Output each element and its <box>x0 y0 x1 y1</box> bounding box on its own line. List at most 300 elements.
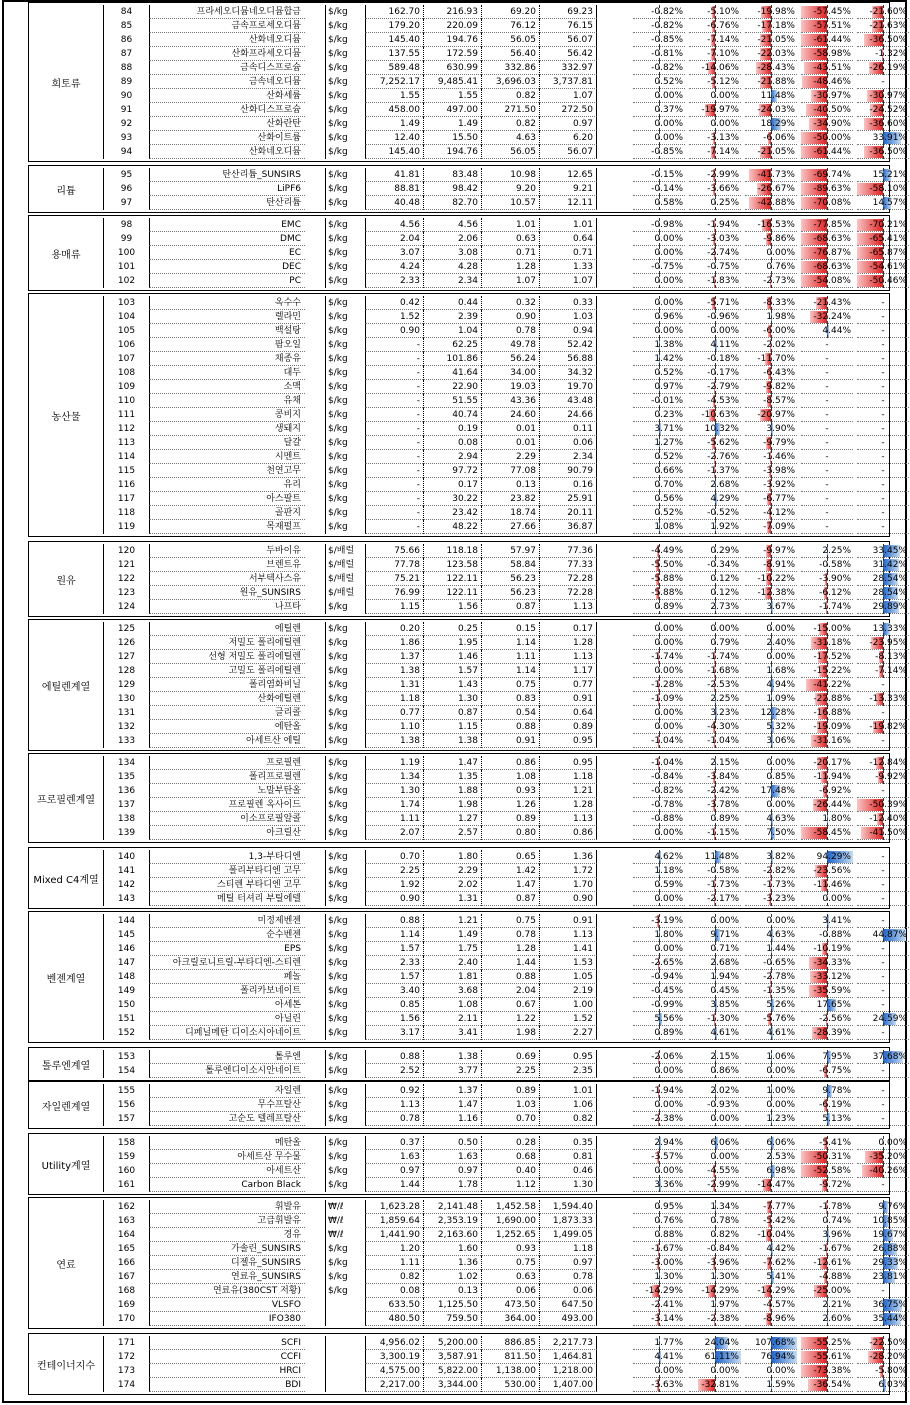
change-value: -0.88% <box>819 930 851 940</box>
change-cell <box>633 970 685 984</box>
low-price: 2.25 <box>481 1064 539 1078</box>
unit: $/kg <box>325 1012 363 1026</box>
current-price: 0.78 <box>365 1112 423 1126</box>
unit: $/kg <box>325 196 363 210</box>
low-price: 56.24 <box>481 352 539 366</box>
prev-price: 0.16 <box>539 478 597 492</box>
current-price: 41.81 <box>365 168 423 182</box>
unit: $/kg <box>325 1178 363 1192</box>
change-value: 0.00% <box>710 624 739 634</box>
low-price: 1,690.00 <box>481 1214 539 1228</box>
change-value: 0.00% <box>822 894 851 904</box>
item-name: 메탄올 <box>149 1136 305 1150</box>
change-cell <box>633 798 685 812</box>
table-row <box>103 408 889 422</box>
change-value: -2.78% <box>763 972 795 982</box>
change-cell <box>801 812 853 826</box>
change-cell <box>801 892 853 906</box>
change-value: 1.00% <box>766 1086 795 1096</box>
low-price: 1,452.58 <box>481 1200 539 1214</box>
change-cell <box>801 246 853 260</box>
change-value: -17.18% <box>757 21 795 31</box>
change-cell <box>801 1164 853 1178</box>
change-value: -6.19% <box>819 1100 851 1110</box>
change-cell <box>689 914 741 928</box>
change-cell <box>801 798 853 812</box>
change-cell <box>689 1256 741 1270</box>
change-value: -5.88% <box>651 588 683 598</box>
change-value: - <box>881 368 885 378</box>
table-row <box>103 850 889 864</box>
change-cell <box>633 274 685 288</box>
change-value: - <box>881 466 885 476</box>
table-row <box>103 145 907 159</box>
change-cell <box>801 89 853 103</box>
low-price: 0.15 <box>481 622 539 636</box>
table-row <box>103 706 889 720</box>
high-price: 3.77 <box>423 1064 481 1078</box>
item-name: Carbon Black <box>149 1178 305 1192</box>
change-cell <box>857 1298 909 1312</box>
row-number: 114 <box>103 450 149 464</box>
change-value: 14.57% <box>872 198 907 208</box>
change-value: 6.03% <box>878 1380 907 1390</box>
change-value: 107.68% <box>754 1338 795 1348</box>
category-group <box>28 2 907 162</box>
change-cell <box>745 970 797 984</box>
item-name: 페놀 <box>149 970 305 984</box>
current-price: 40.48 <box>365 196 423 210</box>
change-cell <box>857 1136 909 1150</box>
row-number: 169 <box>103 1298 149 1312</box>
change-value: 1.27% <box>654 438 683 448</box>
low-price: 4.63 <box>481 131 539 145</box>
category-group <box>28 619 907 751</box>
item-name: 콩비지 <box>149 408 305 422</box>
category-group <box>28 753 907 843</box>
item-name: EMC <box>149 218 305 232</box>
change-value: -6.75% <box>819 1066 851 1076</box>
change-cell <box>801 75 853 89</box>
change-value: 0.58% <box>654 198 683 208</box>
change-value: -2.42% <box>707 786 739 796</box>
change-cell <box>857 928 909 942</box>
prev-price: 1.13 <box>539 812 597 826</box>
change-value: -22.50% <box>869 1338 907 1348</box>
high-price: 2.11 <box>423 1012 481 1026</box>
change-cell <box>857 478 909 492</box>
table-row <box>103 734 889 748</box>
current-price: 589.48 <box>365 61 423 75</box>
change-value: -8.33% <box>763 298 795 308</box>
table-row <box>103 131 907 145</box>
high-price: 194.76 <box>423 145 481 159</box>
change-cell <box>857 558 909 572</box>
item-name: 고밀도 폴리에틸렌 <box>149 664 305 678</box>
change-value: -5.62% <box>707 438 739 448</box>
change-value: 1.30% <box>654 1272 683 1282</box>
change-cell <box>689 1050 741 1064</box>
row-number: 124 <box>103 600 149 614</box>
change-cell <box>745 706 797 720</box>
change-value: -14.47% <box>757 1180 795 1190</box>
prev-price: 1.01 <box>539 218 597 232</box>
high-price: 22.90 <box>423 380 481 394</box>
change-value: 2.21% <box>822 1300 851 1310</box>
change-value: 0.00% <box>654 1100 683 1110</box>
item-name: 유리 <box>149 478 305 492</box>
change-cell <box>857 408 909 422</box>
high-price: 1.16 <box>423 1112 481 1126</box>
unit: $/배럴 <box>325 558 363 572</box>
prev-price: 36.87 <box>539 520 597 534</box>
category-group <box>28 293 890 537</box>
change-cell <box>857 103 909 117</box>
change-cell <box>633 1150 685 1164</box>
unit: $/kg <box>325 600 363 614</box>
change-cell <box>689 19 741 33</box>
high-price: 497.00 <box>423 103 481 117</box>
change-value: -31.18% <box>813 638 851 648</box>
change-value: -0.82% <box>651 21 683 31</box>
change-cell <box>745 1178 797 1192</box>
change-cell <box>633 1214 685 1228</box>
row-number: 134 <box>103 756 149 770</box>
change-value: - <box>825 522 829 532</box>
change-value: -13.33% <box>869 694 907 704</box>
change-value: 2.25% <box>710 694 739 704</box>
change-cell <box>633 19 685 33</box>
current-price: 1.31 <box>365 678 423 692</box>
change-value: 4.44% <box>822 326 851 336</box>
current-price: 1.37 <box>365 650 423 664</box>
change-cell <box>689 1164 741 1178</box>
prev-price: 77.33 <box>539 558 597 572</box>
low-price: 473.50 <box>481 1298 539 1312</box>
change-value: -12.38% <box>757 588 795 598</box>
unit: $/kg <box>325 436 363 450</box>
change-value: 9.78% <box>822 1086 851 1096</box>
current-price: - <box>365 478 423 492</box>
item-name: 산화이트륨 <box>149 131 305 145</box>
change-cell <box>745 246 797 260</box>
high-price: 3.41 <box>423 1026 481 1040</box>
row-number: 156 <box>103 1098 149 1112</box>
table-row <box>103 1200 907 1214</box>
change-cell <box>745 1270 797 1284</box>
change-value: 4.29% <box>710 494 739 504</box>
change-cell <box>857 970 909 984</box>
change-cell <box>801 1064 853 1078</box>
change-cell <box>745 232 797 246</box>
high-price: 1.47 <box>423 1098 481 1112</box>
change-cell <box>689 103 741 117</box>
change-value: 0.00% <box>654 326 683 336</box>
row-number: 101 <box>103 260 149 274</box>
change-value: 13.33% <box>872 624 907 634</box>
change-cell <box>801 770 853 784</box>
change-cell <box>633 1064 685 1078</box>
change-cell <box>801 352 853 366</box>
current-price: - <box>365 492 423 506</box>
unit: $/kg <box>325 492 363 506</box>
change-value: -57.51% <box>813 21 851 31</box>
table-row <box>103 970 889 984</box>
change-cell <box>745 878 797 892</box>
change-cell <box>745 1084 797 1098</box>
change-value: -68.63% <box>813 234 851 244</box>
unit: $/kg <box>325 1150 363 1164</box>
current-price: 1.19 <box>365 756 423 770</box>
change-value: 4.63% <box>766 814 795 824</box>
prev-price: 1,873.33 <box>539 1214 597 1228</box>
current-price: 0.82 <box>365 1270 423 1284</box>
current-price: 0.88 <box>365 1050 423 1064</box>
change-value: -54.08% <box>813 276 851 286</box>
table-row <box>103 324 889 338</box>
prev-price: 2.34 <box>539 450 597 464</box>
low-price: 69.20 <box>481 5 539 19</box>
high-price: 2.02 <box>423 878 481 892</box>
change-cell <box>633 942 685 956</box>
change-value: 2.15% <box>710 1052 739 1062</box>
change-cell <box>633 998 685 1012</box>
change-cell <box>745 520 797 534</box>
change-value: -36.50% <box>869 35 907 45</box>
row-number: 148 <box>103 970 149 984</box>
change-cell <box>857 492 909 506</box>
category-name: 컨테이너지수 <box>37 1360 95 1372</box>
change-value: 0.00% <box>654 708 683 718</box>
change-value: -0.58% <box>707 866 739 876</box>
change-cell <box>801 1050 853 1064</box>
change-value: - <box>825 382 829 392</box>
change-cell <box>801 784 853 798</box>
table-row <box>103 232 907 246</box>
change-value: - <box>881 680 885 690</box>
change-value: - <box>881 480 885 490</box>
change-cell <box>633 464 685 478</box>
change-value: -20.17% <box>813 758 851 768</box>
change-cell <box>857 218 909 232</box>
prev-price: 0.06 <box>539 436 597 450</box>
table-row <box>103 380 889 394</box>
unit: $/kg <box>325 520 363 534</box>
high-price: 48.22 <box>423 520 481 534</box>
unit: $/kg <box>325 770 363 784</box>
change-value: -48.46% <box>813 77 851 87</box>
item-name: 시멘트 <box>149 450 305 464</box>
change-cell <box>857 33 909 47</box>
change-value: 4.42% <box>766 1244 795 1254</box>
change-value: 3.82% <box>766 852 795 862</box>
change-cell <box>633 864 685 878</box>
change-value: -35.20% <box>869 1152 907 1162</box>
row-number: 100 <box>103 246 149 260</box>
prev-price: 1.72 <box>539 864 597 878</box>
table-row <box>103 864 889 878</box>
prev-price: 3,737.81 <box>539 75 597 89</box>
change-cell <box>857 600 909 614</box>
change-value: 0.56% <box>654 494 683 504</box>
change-value: 10.32% <box>704 424 739 434</box>
change-value: 0.00% <box>766 1366 795 1376</box>
change-cell <box>745 1026 797 1040</box>
item-name: 경유 <box>149 1228 305 1242</box>
change-cell <box>689 706 741 720</box>
table-row <box>103 103 907 117</box>
current-price: 0.90 <box>365 324 423 338</box>
prev-price: 12.65 <box>539 168 597 182</box>
prev-price: 1.07 <box>539 89 597 103</box>
unit: $/kg <box>325 1242 363 1256</box>
table-row <box>103 928 907 942</box>
change-cell <box>857 1150 909 1164</box>
price-table-sheet <box>2 0 907 1403</box>
change-cell <box>689 436 741 450</box>
low-price: 0.40 <box>481 1164 539 1178</box>
change-cell <box>745 464 797 478</box>
item-name: 원유_SUNSIRS <box>149 586 305 600</box>
row-number: 98 <box>103 218 149 232</box>
change-value: 18.29% <box>760 119 795 129</box>
change-cell <box>857 1098 909 1112</box>
prev-price: 0.95 <box>539 756 597 770</box>
prev-price: 1.13 <box>539 928 597 942</box>
change-value: 9.76% <box>878 1202 907 1212</box>
change-cell <box>633 1350 685 1364</box>
item-name: 연료유_SUNSIRS <box>149 1270 305 1284</box>
change-value: -8.13% <box>875 652 907 662</box>
change-cell <box>801 1214 853 1228</box>
change-value: - <box>825 368 829 378</box>
unit: $/kg <box>325 232 363 246</box>
change-value: -3.92% <box>763 480 795 490</box>
row-number: 123 <box>103 586 149 600</box>
change-cell <box>745 366 797 380</box>
change-value: -0.17% <box>707 368 739 378</box>
low-price: 0.32 <box>481 296 539 310</box>
change-cell <box>801 1200 853 1214</box>
change-value: - <box>825 340 829 350</box>
change-cell <box>857 1012 909 1026</box>
change-value: -32.81% <box>701 1380 739 1390</box>
change-value: - <box>825 424 829 434</box>
table-row <box>103 338 889 352</box>
prev-price: 1.18 <box>539 770 597 784</box>
change-value: -7.14% <box>875 666 907 676</box>
change-cell <box>801 168 853 182</box>
low-price: 58.84 <box>481 558 539 572</box>
change-value: -76.87% <box>813 248 851 258</box>
unit: $/kg <box>325 19 363 33</box>
change-cell <box>745 914 797 928</box>
item-name: 에탄올 <box>149 720 305 734</box>
change-cell <box>801 878 853 892</box>
high-price: 2.94 <box>423 450 481 464</box>
change-value: 0.00% <box>710 1152 739 1162</box>
row-number: 105 <box>103 324 149 338</box>
item-name: 가솔린_SUNSIRS <box>149 1242 305 1256</box>
table-row <box>103 692 907 706</box>
change-value: 1.06% <box>766 1052 795 1062</box>
high-price: 1.35 <box>423 770 481 784</box>
change-cell <box>689 1098 741 1112</box>
low-price: 0.75 <box>481 1256 539 1270</box>
high-price: 1.27 <box>423 812 481 826</box>
current-price: 1.49 <box>365 117 423 131</box>
change-value: -35.59% <box>813 986 851 996</box>
high-price: 0.13 <box>423 1284 481 1298</box>
change-value: -3.19% <box>651 916 683 926</box>
item-name: 프로필렌 <box>149 756 305 770</box>
table-row <box>103 394 889 408</box>
low-price: 0.06 <box>481 1284 539 1298</box>
change-value: 0.95% <box>654 1202 683 1212</box>
change-cell <box>857 1084 909 1098</box>
unit: ₩/ℓ <box>325 1228 363 1242</box>
current-price: - <box>365 352 423 366</box>
change-value: - <box>881 1100 885 1110</box>
high-price: 98.42 <box>423 182 481 196</box>
change-cell <box>745 984 797 998</box>
change-cell <box>857 636 909 650</box>
change-cell <box>857 436 909 450</box>
change-value: 19.67% <box>872 1230 907 1240</box>
row-number: 102 <box>103 274 149 288</box>
prev-price: 1,499.05 <box>539 1228 597 1242</box>
item-name: VLSFO <box>149 1298 305 1312</box>
change-cell <box>633 1026 685 1040</box>
row-number: 127 <box>103 650 149 664</box>
unit: $/배럴 <box>325 572 363 586</box>
change-cell <box>857 1350 909 1364</box>
high-price: 1.49 <box>423 928 481 942</box>
change-value: -10.04% <box>757 1230 795 1240</box>
change-cell <box>857 352 909 366</box>
change-cell <box>801 558 853 572</box>
current-price: - <box>365 520 423 534</box>
change-value: 37.68% <box>872 1052 907 1062</box>
high-price: 1.63 <box>423 1150 481 1164</box>
change-value: - <box>881 916 885 926</box>
change-cell <box>801 586 853 600</box>
change-value: 1.80% <box>654 930 683 940</box>
change-value: 0.00% <box>710 1366 739 1376</box>
low-price: 0.89 <box>481 812 539 826</box>
change-value: -3.03% <box>707 234 739 244</box>
change-value: 4.11% <box>710 340 739 350</box>
low-price: 76.12 <box>481 19 539 33</box>
change-value: -0.58% <box>819 560 851 570</box>
current-price: 2,217.00 <box>365 1378 423 1392</box>
unit: $/kg <box>325 706 363 720</box>
change-cell <box>633 145 685 159</box>
change-cell <box>633 756 685 770</box>
change-value: 0.29% <box>710 546 739 556</box>
unit <box>325 1364 363 1378</box>
change-cell <box>857 145 909 159</box>
prev-price: 1.70 <box>539 878 597 892</box>
row-number: 121 <box>103 558 149 572</box>
row-number: 120 <box>103 544 149 558</box>
high-price: 0.19 <box>423 422 481 436</box>
prev-price: 0.91 <box>539 914 597 928</box>
change-value: 0.00% <box>654 624 683 634</box>
change-cell <box>689 1112 741 1126</box>
high-price: 1.08 <box>423 998 481 1012</box>
category-name: 톨루엔계열 <box>41 1060 91 1072</box>
